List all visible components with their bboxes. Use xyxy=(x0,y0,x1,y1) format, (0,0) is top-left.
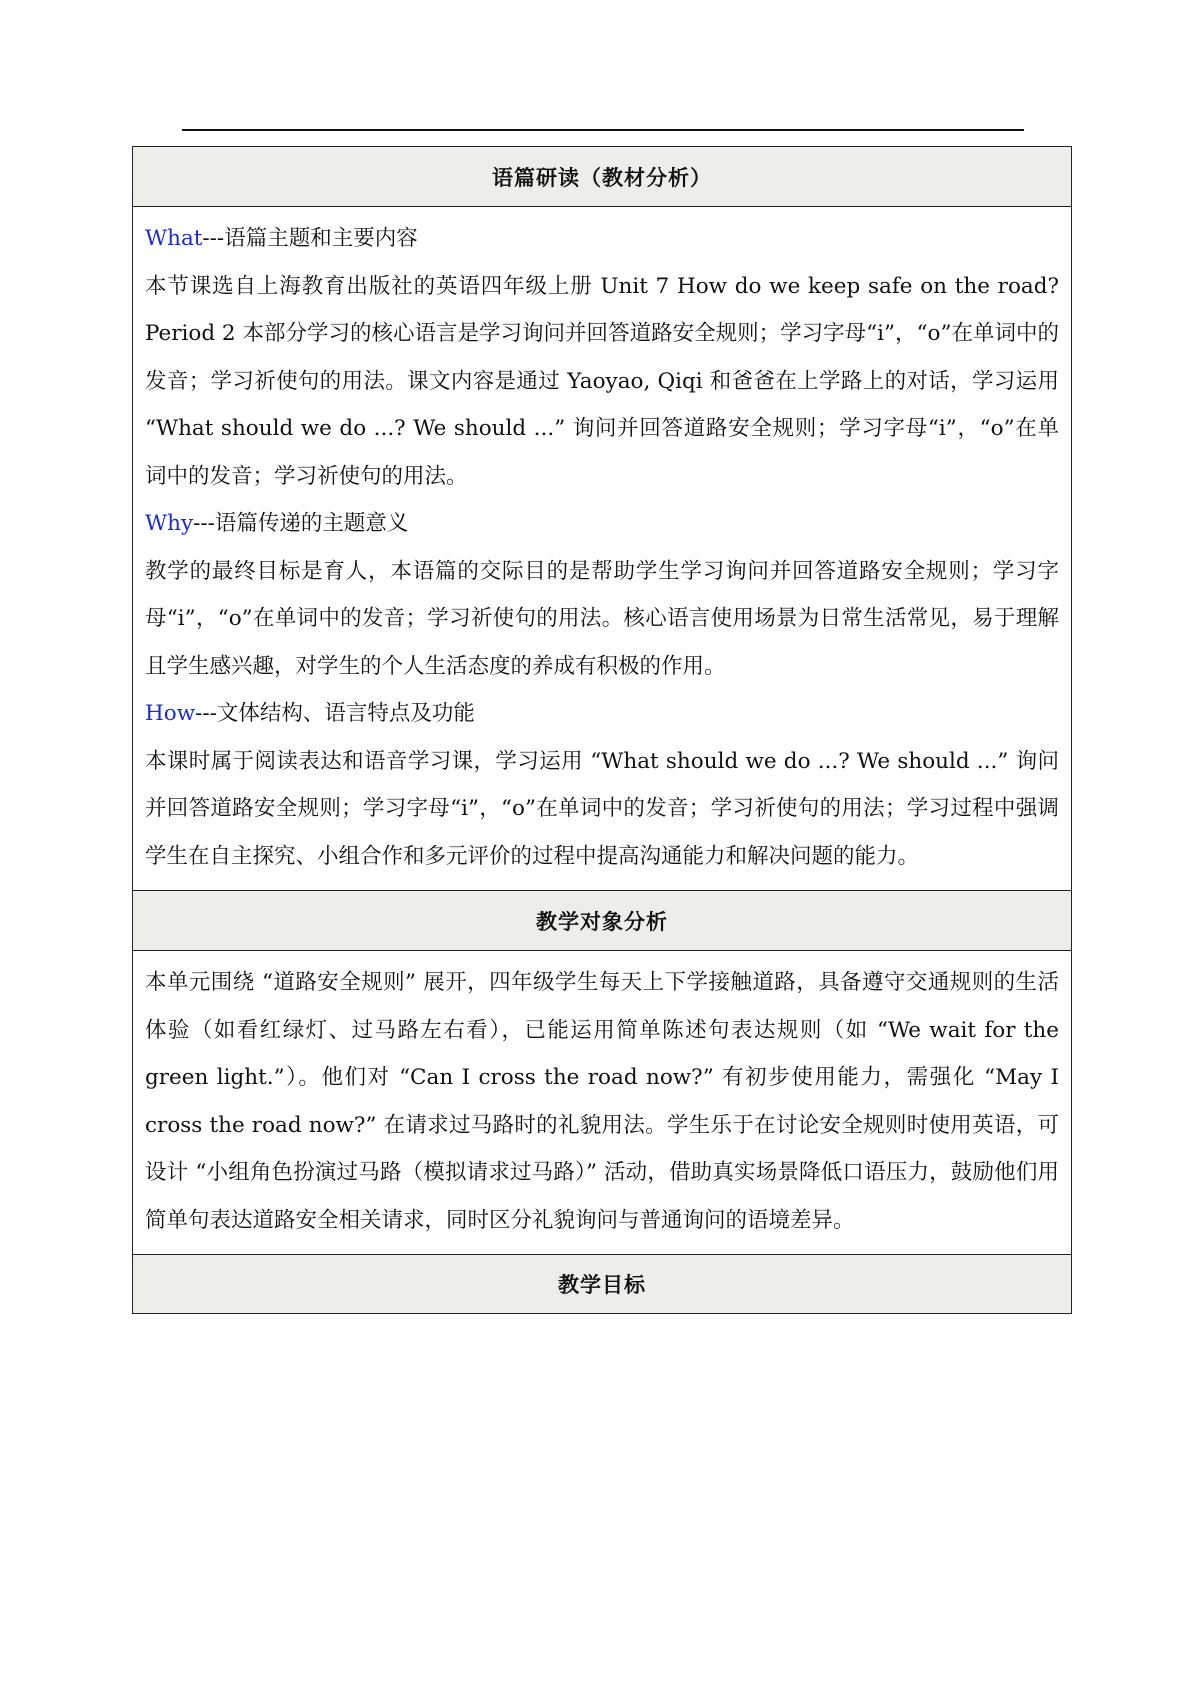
lesson-plan-table xyxy=(132,146,1072,1314)
objectives-section-title: 教学目标 xyxy=(133,1255,1072,1314)
students-body-row xyxy=(133,951,1072,1255)
students-header-row xyxy=(133,891,1072,951)
students-body: 本单元围绕 “道路安全规则” 展开，四年级学生每天上下学接触道路，具备遵守交通规则的生活体验（如看红绿灯、过马路左右看），已能运用简单陈述句表达规则（如 “We wait for the green light.”）。他们对 “Can I cross the road now?” 有初步使用能力，需强化 “May I cross the road now?” 在请求过马路时的礼貌用法。学生乐于在讨论安全规则时使用英语，可设计 “小组角色扮演过马路（模拟请求过马路）” 活动，借助真实场景降低口语压力，鼓励他们用简单句表达道路安全相关请求，同时区分礼貌询问与普通询问的语境差异。 xyxy=(145,970,1059,1233)
how-keyword: How xyxy=(145,701,196,726)
what-body: 本节课选自上海教育出版社的英语四年级上册 Unit 7 How do we keep safe on the road? Period 2 本部分学习的核心语言是学习询问并回答道路安全规则；学习字母“i”，“o”在单词中的发音；学习祈使句的用法。课文内容是通过 Yaoyao, Qiqi 和爸爸在上学路上的对话，学习运用 “What should we do ...? We should ...” 询问并回答道路安全规则；学习字母“i”，“o”在单词中的发音；学习祈使句的用法。 xyxy=(145,273,1059,489)
objectives-header-row xyxy=(133,1255,1072,1314)
why-keyword: Why xyxy=(145,511,194,536)
why-body: 教学的最终目标是育人，本语篇的交际目的是帮助学生学习询问并回答道路安全规则；学习字母“i”，“o”在单词中的发音；学习祈使句的用法。核心语言使用场景为日常生活常见，易于理解且学生感兴趣，对学生的个人生活态度的养成有积极的作用。 xyxy=(145,558,1059,679)
analysis-section-title: 语篇研读（教材分析） xyxy=(133,147,1072,207)
why-heading xyxy=(145,500,1059,548)
why-heading-text: ---语篇传递的主题意义 xyxy=(193,511,409,536)
analysis-header-row xyxy=(133,147,1072,207)
what-keyword: What xyxy=(145,226,203,251)
analysis-content xyxy=(133,207,1072,891)
students-section-title: 教学对象分析 xyxy=(133,891,1072,951)
how-heading xyxy=(145,690,1059,738)
analysis-body-row xyxy=(133,207,1072,891)
what-heading-text: ---语篇主题和主要内容 xyxy=(202,226,418,251)
students-content xyxy=(133,951,1072,1255)
how-body: 本课时属于阅读表达和语音学习课，学习运用 “What should we do ...? We should ...” 询问并回答道路安全规则；学习字母“i”，“o”在单词中的发音；学习祈使句的用法；学习过程中强调学生在自主探究、小组合作和多元评价的过程中提高沟通能力和解决问题的能力。 xyxy=(145,748,1059,869)
what-heading xyxy=(145,215,1059,263)
how-heading-text: ---文体结构、语言特点及功能 xyxy=(195,701,475,726)
page-header-rule xyxy=(182,129,1024,131)
